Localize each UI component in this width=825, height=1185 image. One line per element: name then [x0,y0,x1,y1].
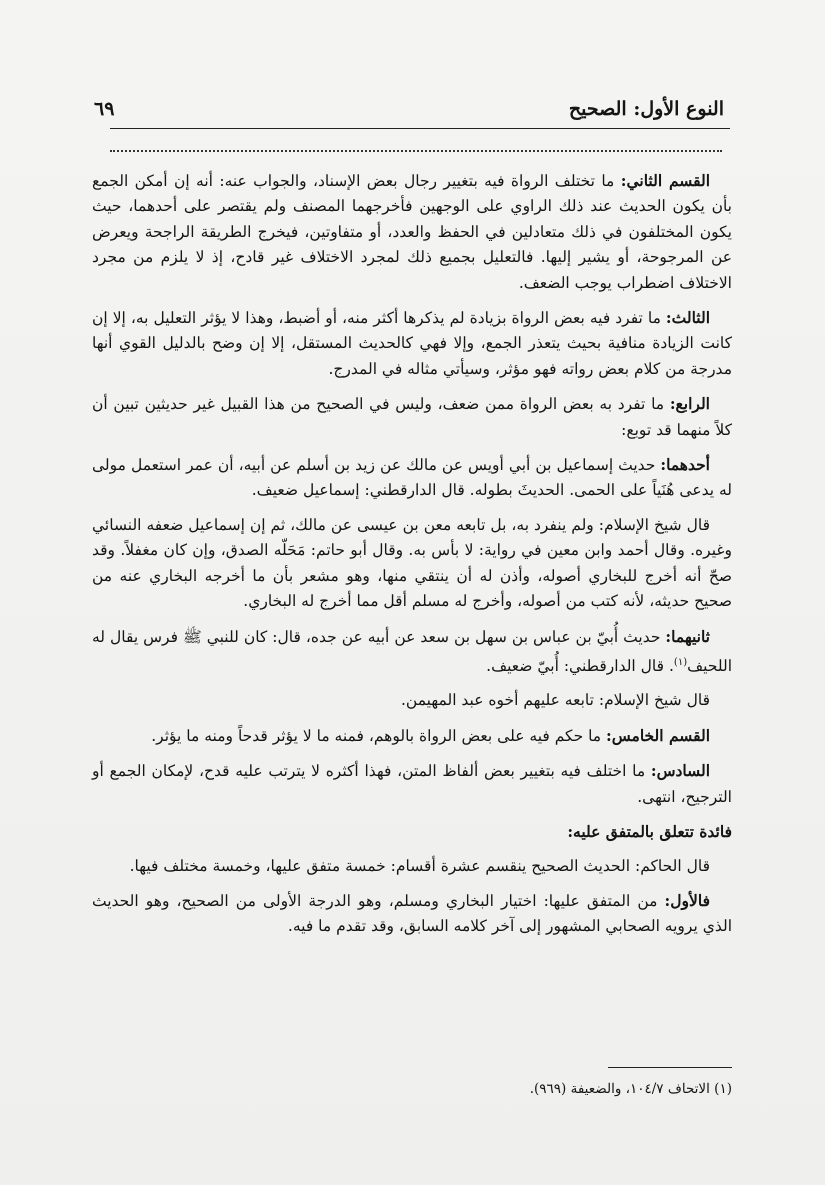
paragraph-text: قال شيخ الإسلام: تابعه عليهم أخوه عبد المهيمن. [401,691,710,710]
paragraph-term: الرابع: [669,394,710,414]
paragraph-term: ثانيهما: [665,626,710,646]
subheading-agreed-upon: فائدة تتعلق بالمتفق عليه: [567,822,732,842]
paragraph-section-three [92,305,732,382]
paragraph-section-four [92,391,732,443]
paragraph-text: ما تفرد فيه بعض الرواة بزيادة لم يذكرها أكثر منه، أو أضبط، وهذا لا يؤثر التعليل به، إلا إن كانت الزيادة منافية بحيث يتعذر الجمع، وإلا فهي كالحديث المستقل، إلا إن وضح بالدليل القوي أنها مدرجة من كلام بعض رواته فهو مؤثر، وسيأتي مثاله في المدرج. [92,309,732,378]
paragraph-text: قال شيخ الإسلام: ولم ينفرد به، بل تابعه معن بن عيسى عن مالك، ثم إن إسماعيل ضعفه النسائي وغيره. وقال أحمد وابن معين في رواية: لا بأس به. وقال أبو حاتم: مَحَلّه الصدق، وإن كان مغفلاً. وقد صحّ أنه أخرج للبخاري أصوله، وأذن له أن ينتقي منها، وهو مشعر بأن ما أخرجه البخاري عنه من صحيح حديثه، لأنه كتب من أصوله، وأخرج له مسلم أقل مما أخرج له البخاري. [92,515,732,611]
paragraph-text: ما تختلف الرواة فيه بتغيير رجال بعض الإسناد، والجواب عنه: أنه إن أمكن الجمع بأن يكون الحديث عند ذلك الراوي على الوجهين فأخرجهما المصنف ولم يقتصر على أحدهما، حيث يكون المختلفون في ذلك متعادلين في الحفظ والعدد، أو متفاوتين، فيخرج الطريقة الراجحة ويعرض عن المرجوحة، أو يشير إليها. فالتعليل بجميع ذلك لمجرد الاختلاف غير قادح، إذ لا يلزم من مجرد الاختلاف اضطراب يوجب الضعف. [92,172,732,292]
paragraph-section-two [92,168,732,296]
paragraph-first-category [92,888,732,940]
paragraph-text: قال الحاكم: الحديث الصحيح ينقسم عشرة أقسام: خمسة متفق عليها، وخمسة مختلف فيها. [129,856,710,875]
page-header [88,92,730,128]
page-number: ٦٩ [94,98,115,120]
paragraph-sheikh-comment-1 [92,513,732,615]
dotted-separator [110,150,722,152]
paragraph-second-hadith [92,624,732,680]
paragraph-text: ما اختلف فيه بتغيير بعض ألفاظ المتن، فهذا أكثره لا يترتب عليه قدح، لإمكان الجمع أو الترجيح، انتهى. [92,762,732,806]
paragraph-term: القسم الخامس: [606,725,710,745]
paragraph-hakim [92,854,732,879]
paragraph-term: السادس: [650,761,710,781]
header-rule [110,128,730,129]
paragraph-term: القسم الثاني: [620,171,710,190]
paragraph-term: أحدهما: [660,455,710,475]
footnote-rule [608,1067,732,1068]
paragraph-text-tail: . قال الدارقطني: أُبيّ ضعيف. [486,657,674,676]
page-body [92,168,732,949]
paragraph-sheikh-comment-2 [92,688,732,713]
paragraph-text: حديث إسماعيل بن أبي أويس عن مالك عن زيد بن أسلم عن أبيه، أن عمر استعمل مولى له يدعى هُنَياً على الحمى. الحديثَ بطوله. قال الدارقطني: إسماعيل ضعيف. [92,456,732,500]
paragraph-section-five [92,723,732,749]
paragraph-term: فالأول: [664,890,710,910]
footnote-reference: (١) [673,656,688,668]
paragraph-term: الثالث: [665,308,710,328]
running-title: النوع الأول: الصحيح [568,98,724,120]
paragraph-text: ما تفرد به بعض الرواة ممن ضعف، وليس في الصحيح من هذا القبيل غير حديثين تبين أن كلاً منهما قد توبع: [92,395,732,439]
footnote: (١) الاتحاف ١٠٤/٧، والضعيفة (٩٦٩). [529,1081,732,1097]
paragraph-text: حديث أُبيّ بن عباس بن سهل بن سعد عن أبيه عن جده، قال: كان للنبي ﷺ فرس يقال له اللحيف [92,627,732,676]
paragraph-text: ما حكم فيه على بعض الرواة بالوهم، فمنه ما لا يؤثر قدحاً ومنه ما يؤثر. [151,726,607,745]
paragraph-text: من المتفق عليها: اختيار البخاري ومسلم، وهو الدرجة الأولى من الصحيح، وهو الحديث الذي يرويه الصحابي المشهور إلى آخر كلامه السابق، وقد تقدم ما فيه. [92,891,732,936]
paragraph-section-six [92,758,732,810]
paragraph-first-hadith [92,452,732,504]
